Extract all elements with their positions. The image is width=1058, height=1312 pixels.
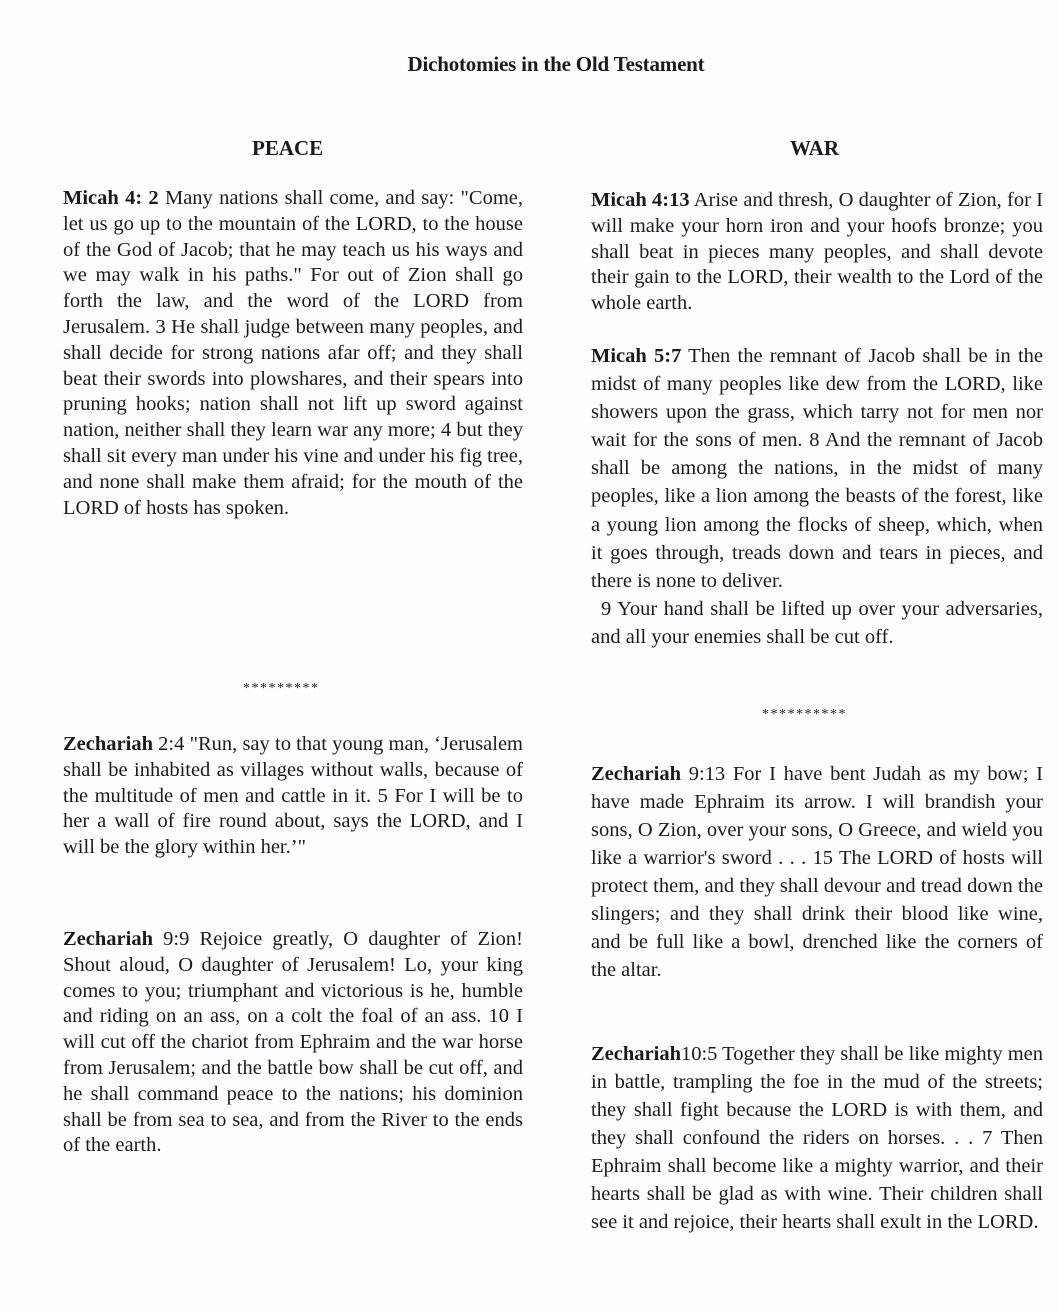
peace-separator: ********* bbox=[243, 681, 320, 696]
passage-text: Together they shall be like mighty men in battle, trampling the foe in the mud of the streets; they shall fight because the LORD is with them, and they shall confound the riders on horses. . . 7 Then Ephraim shall become like a mighty warrior, and their hearts shall be glad as with wine. Their children shall see it and rejoice, their hearts shall exult in the LORD. bbox=[591, 1043, 1043, 1233]
passage-text: "Run, say to that young man, ‘Jerusalem shall be inhabited as villages without walls, because of the multitude of men and cattle in it. 5 For I will be to her a wall of fire round about, says the LORD, and I will be the glory within her.’" bbox=[63, 733, 523, 859]
peace-passage-zechariah-2-4: Zechariah 2:4 "Run, say to that young man, ‘Jerusalem shall be inhabited as villages without walls, because of the multitude of men and cattle in it. 5 For I will be to her a wall of fire round about, says the LORD, and I will be the glory within her.’" bbox=[63, 733, 523, 859]
war-separator: ********** bbox=[762, 707, 847, 722]
passage-reference: Micah 4: 2 bbox=[63, 187, 159, 209]
passage-text: Then the remnant of Jacob shall be in the midst of many peoples like dew from the LORD, like showers upon the grass, which tarry not for men nor wait for the sons of men. 8 And the remnant of Jacob shall be among the nations, in the midst of many peoples, like a lion among the beasts of the forest, like a young lion among the flocks of sheep, which, when it goes through, treads down and tears in pieces, and there is none to deliver. bbox=[591, 345, 1043, 592]
passage-reference: Zechariah bbox=[63, 928, 153, 950]
passage-reference: Micah 4:13 bbox=[591, 189, 690, 211]
passage-reference: Zechariah bbox=[591, 1043, 681, 1065]
peace-passage-zechariah-9-9: Zechariah 9:9 Rejoice greatly, O daughter of Zion! Shout aloud, O daughter of Jerusalem! Lo, your king comes to you; triumphant and victorious is he, humble and riding on an ass, on a colt the foal of an ass. 10 I will cut off the chariot from Ephraim and the war horse from Jerusalem; and the battle bow shall be cut off, and he shall command peace to the nations; his dominion shall be from sea to sea, and from the River to the ends of the earth. bbox=[63, 928, 523, 1157]
passage-text: Arise and thresh, O daughter of Zion, for I will make your horn iron and your hoofs bronze; you shall beat in pieces many peoples, and shall devote their gain to the LORD, their wealth to the Lord of the whole earth. bbox=[591, 189, 1043, 315]
passage-reference: Micah 5:7 bbox=[591, 345, 682, 367]
passage-text: Many nations shall come, and say: "Come, let us go up to the mountain of the LORD, to the house of the God of Jacob; that he may teach us his ways and we may walk in his paths." For out of Zion shall go forth the law, and the word of the LORD from Jerusalem. 3 He shall judge between many peoples, and shall decide for strong nations afar off; and they shall beat their swords into plowshares, and their spears into pruning hooks; nation shall not lift up sword against nation, neither shall they learn war any more; 4 but they shall sit every man under his vine and under his fig tree, and none shall make them afraid; for the mouth of the LORD of hosts has spoken. bbox=[63, 187, 523, 519]
peace-passage-micah-4-2 bbox=[63, 186, 523, 521]
passage-reference: Zechariah bbox=[591, 763, 681, 785]
document-title: Dichotomies in the Old Testament bbox=[407, 52, 705, 76]
war-passage-micah-5-7 bbox=[591, 342, 1043, 651]
passage-reference: Zechariah bbox=[63, 733, 153, 755]
passage-continuation: 9 Your hand shall be lifted up over your adversaries, and all your enemies shall be cut off. bbox=[591, 597, 1043, 648]
peace-heading: PEACE bbox=[252, 136, 324, 160]
passage-text: Rejoice greatly, O daughter of Zion! Shout aloud, O daughter of Jerusalem! Lo, your king comes to you; triumphant and victorious is he, humble and riding on an ass, on a colt the foal of an ass. 10 I will cut off the chariot from Ephraim and the war horse from Jerusalem; and the battle bow shall be cut off, and he shall command peace to the nations; his dominion shall be from sea to sea, and from the River to the ends of the earth. bbox=[63, 928, 523, 1157]
war-passage-zechariah-10-5: Zechariah10:5 Together they shall be like mighty men in battle, trampling the foe in the mud of the streets; they shall fight because the LORD is with them, and they shall confound the riders on horses. . . 7 Then Ephraim shall become like a mighty warrior, and their hearts shall be glad as with wine. Their children shall see it and rejoice, their hearts shall exult in the LORD. bbox=[591, 1043, 1043, 1233]
war-heading: WAR bbox=[790, 136, 840, 160]
passage-text: For I have bent Judah as my bow; I have made Ephraim its arrow. I will brandish your sons, O Zion, over your sons, O Greece, and wield you like a warrior's sword . . . 15 The LORD of hosts will protect them, and they shall devour and tread down the slingers; and they shall drink their blood like wine, and be full like a bowl, drenched like the corners of the altar. bbox=[591, 763, 1043, 981]
war-passage-zechariah-9-13: Zechariah 9:13 For I have bent Judah as my bow; I have made Ephraim its arrow. I will brandish your sons, O Zion, over your sons, O Greece, and wield you like a warrior's sword . . . 15 The LORD of hosts will protect them, and they shall devour and tread down the slingers; and they shall drink their blood like wine, and be full like a bowl, drenched like the corners of the altar. bbox=[591, 763, 1043, 981]
war-passage-micah-4-13 bbox=[591, 188, 1043, 317]
